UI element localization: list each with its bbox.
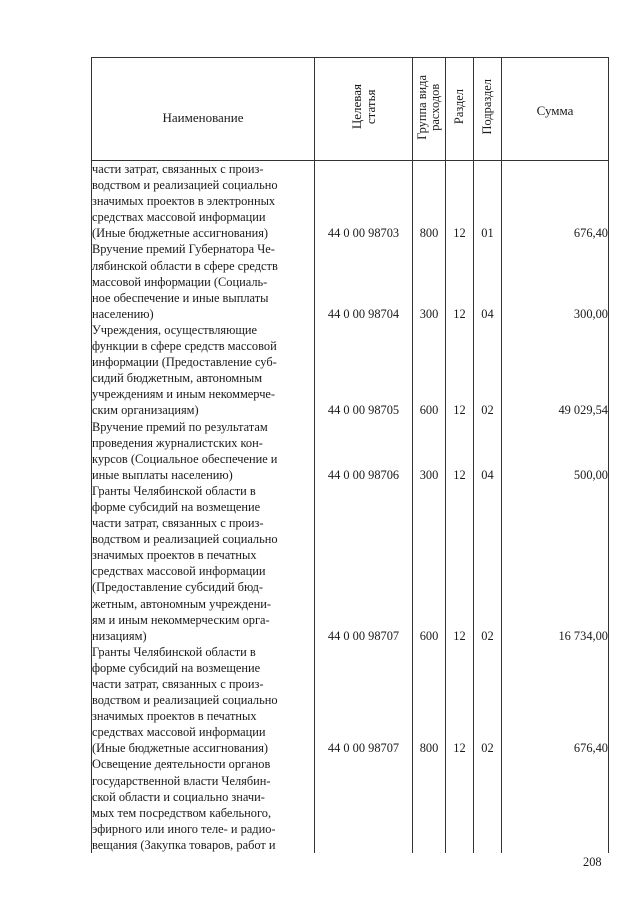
- header-name-label: Наименование: [162, 109, 244, 125]
- header-section: [446, 58, 474, 161]
- row-target: 44 0 00 98704: [315, 241, 413, 321]
- row-name: Учреждения, осуществляющие функции в сфере средств массовой информации (Предоставление суб- сидий бюджетным, автономным учреждениям и иным некоммерче- ским организациям): [92, 322, 315, 419]
- row-sum: 49 029,54: [502, 322, 609, 419]
- row-name: Вручение премий Губернатора Че- лябинской области в сфере средств массовой информации (Социаль- ное обеспечение и иные выплаты населению): [92, 241, 315, 321]
- row-group: 300: [413, 419, 446, 483]
- row-target: 44 0 00 98707: [315, 644, 413, 757]
- row-subsection: [474, 756, 502, 853]
- row-name: Вручение премий по результатам проведения журналистских кон- курсов (Социальное обеспечение и иные выплаты населению): [92, 419, 315, 483]
- row-sum: 500,00: [502, 419, 609, 483]
- row-group: 300: [413, 241, 446, 321]
- row-section: [446, 756, 474, 853]
- table-row: [92, 161, 609, 242]
- row-subsection: 02: [474, 644, 502, 757]
- row-target: 44 0 00 98703: [315, 161, 413, 242]
- table-body: [92, 161, 609, 854]
- table-row: [92, 483, 609, 644]
- row-target: 44 0 00 98706: [315, 419, 413, 483]
- table-row: [92, 419, 609, 483]
- header-sum-label: Сумма: [536, 102, 574, 118]
- row-section: 12: [446, 483, 474, 644]
- row-sum: 676,40: [502, 644, 609, 757]
- header-target-label: Целевая статья: [348, 84, 378, 130]
- row-group: 600: [413, 483, 446, 644]
- row-sum: 16 734,00: [502, 483, 609, 644]
- row-section: 12: [446, 644, 474, 757]
- row-subsection: 02: [474, 483, 502, 644]
- header-name: [92, 58, 315, 161]
- header-subsection-label: Подраздел: [480, 79, 494, 135]
- row-group: 600: [413, 322, 446, 419]
- row-sum: [502, 756, 609, 853]
- row-target: [315, 756, 413, 853]
- page-number: 208: [583, 855, 602, 869]
- header-section-label: Раздел: [452, 89, 466, 125]
- row-target: 44 0 00 98707: [315, 483, 413, 644]
- row-name: Гранты Челябинской области в форме субсидий на возмещение части затрат, связанных с произ- водством и реализацией социально значимых проектов в печатных средствах массовой информации (Иные бюджетные ассигнования): [92, 644, 315, 757]
- header-sum: [502, 58, 609, 161]
- header-group: [413, 58, 446, 161]
- row-target: 44 0 00 98705: [315, 322, 413, 419]
- row-section: 12: [446, 241, 474, 321]
- row-group: 800: [413, 644, 446, 757]
- table-header: [92, 58, 609, 161]
- row-name: части затрат, связанных с произ- водством и реализацией социально значимых проектов в электронных средствах массовой информации (Иные бюджетные ассигнования): [92, 161, 315, 242]
- budget-table: [91, 57, 609, 853]
- table-row: [92, 756, 609, 853]
- row-sum: 676,40: [502, 161, 609, 242]
- table-row: [92, 241, 609, 321]
- row-subsection: 04: [474, 419, 502, 483]
- header-target: [315, 58, 413, 161]
- row-name: Освещение деятельности органов государственной власти Челябин- ской области и социально значи- мых тем посредством кабельного, эфирного или иного теле- и радио- вещания (Закупка товаров, работ и: [92, 756, 315, 853]
- row-subsection: 01: [474, 161, 502, 242]
- row-subsection: 02: [474, 322, 502, 419]
- header-subsection: [474, 58, 502, 161]
- header-group-label: Группа вида расходов: [415, 74, 442, 140]
- row-section: 12: [446, 161, 474, 242]
- table-row: [92, 322, 609, 419]
- row-section: 12: [446, 322, 474, 419]
- row-name: Гранты Челябинской области в форме субсидий на возмещение части затрат, связанных с произ- водством и реализацией социально значимых проектов в печатных средствах массовой информации (Предоставление субсидий бюд- жетным, автономным учреждени- ям и иным некоммерческим орга- низациям): [92, 483, 315, 644]
- row-sum: 300,00: [502, 241, 609, 321]
- row-section: 12: [446, 419, 474, 483]
- row-subsection: 04: [474, 241, 502, 321]
- table-row: [92, 644, 609, 757]
- row-group: [413, 756, 446, 853]
- row-group: 800: [413, 161, 446, 242]
